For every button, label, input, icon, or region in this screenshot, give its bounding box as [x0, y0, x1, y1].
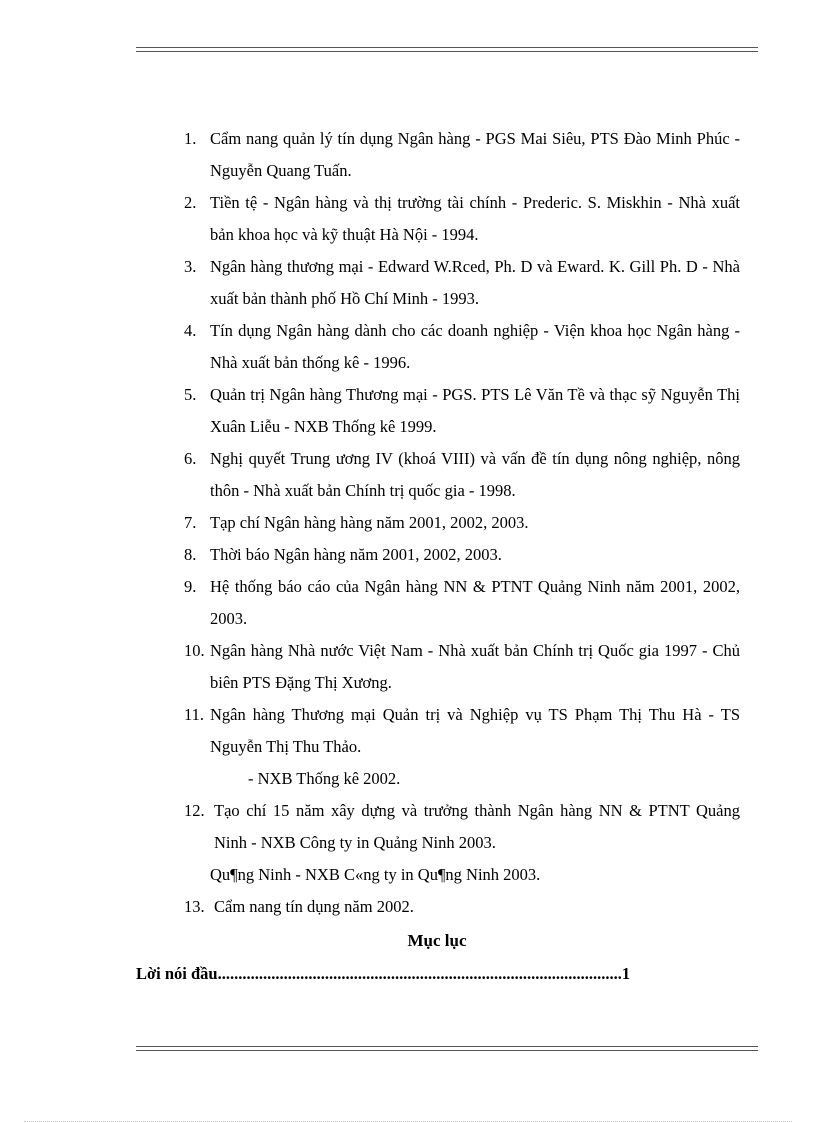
reference-number: 13.: [184, 897, 205, 916]
toc-entry-leader: ..................................................................................................: [217, 964, 622, 983]
reference-text: Hệ thống báo cáo của Ngân hàng NN & PTNT Quảng Ninh năm 2001, 2002, 2003.: [210, 577, 740, 628]
reference-item: [184, 699, 740, 795]
reference-text: Ngân hàng Thương mại Quản trị và Nghiệp vụ TS Phạm Thị Thu Hà - TS Nguyễn Thị Thu Thảo.: [210, 705, 740, 756]
reference-number: 9.: [184, 577, 197, 596]
reference-number: 11.: [184, 705, 205, 724]
reference-number: 5.: [184, 385, 197, 404]
reference-item: [184, 795, 740, 891]
reference-garbled-line: Qu¶ng Ninh - NXB C«ng ty in Qu¶ng Ninh 2003.: [210, 865, 541, 884]
reference-text: Thời báo Ngân hàng năm 2001, 2002, 2003.: [210, 545, 502, 564]
reference-item: [184, 891, 740, 923]
reference-text: Nghị quyết Trung ương IV (khoá VIII) và vấn đề tín dụng nông nghiệp, nông thôn - Nhà xuất bản Chính trị quốc gia - 1998.: [210, 449, 740, 500]
reference-text: Ngân hàng thương mại - Edward W.Rced, Ph. D và Eward. K. Gill Ph. D - Nhà xuất bản thành phố Hồ Chí Minh - 1993.: [210, 257, 740, 308]
reference-list: [184, 123, 740, 923]
footer-rule-bottom: [136, 1050, 758, 1051]
reference-number: 7.: [184, 513, 197, 532]
header-rule-top: [136, 47, 758, 48]
toc-entry[interactable]: [136, 964, 630, 984]
reference-item: [184, 507, 740, 539]
reference-item: [184, 443, 740, 507]
reference-text: Quản trị Ngân hàng Thương mại - PGS. PTS Lê Văn Tề và thạc sỹ Nguyễn Thị Xuân Liễu - NXB Thống kê 1999.: [210, 385, 740, 436]
header-rule-bottom: [136, 51, 758, 52]
reference-number: 3.: [184, 257, 197, 276]
footer-rule-top: [136, 1046, 758, 1047]
reference-number: 12.: [184, 801, 205, 820]
reference-text: Ngân hàng Nhà nước Việt Nam - Nhà xuất bản Chính trị Quốc gia 1997 - Chủ biên PTS Đặng Thị Xương.: [210, 641, 740, 692]
reference-text: Tín dụng Ngân hàng dành cho các doanh nghiệp - Viện khoa học Ngân hàng - Nhà xuất bản thống kê - 1996.: [210, 321, 740, 372]
reference-text: Cẩm nang quản lý tín dụng Ngân hàng - PGS Mai Siêu, PTS Đào Minh Phúc - Nguyễn Quang Tuấn.: [210, 129, 740, 180]
reference-number: 6.: [184, 449, 197, 468]
reference-item: [184, 539, 740, 571]
reference-number: 2.: [184, 193, 197, 212]
reference-publisher-line: - NXB Thống kê 2002.: [248, 769, 401, 788]
reference-item: [184, 251, 740, 315]
reference-item: [184, 315, 740, 379]
reference-text: Tạp chí Ngân hàng hàng năm 2001, 2002, 2003.: [210, 513, 529, 532]
reference-number: 10.: [184, 641, 205, 660]
reference-number: 1.: [184, 129, 197, 148]
reference-text: Cẩm nang tín dụng năm 2002.: [214, 897, 414, 916]
reference-number: 8.: [184, 545, 197, 564]
reference-item: [184, 187, 740, 251]
reference-item: [184, 635, 740, 699]
reference-text: Tạo chí 15 năm xây dựng và trưởng thành Ngân hàng NN & PTNT Quảng Ninh - NXB Công ty in Quảng Ninh 2003.: [214, 801, 740, 852]
page-edge-dotted-line: [24, 1121, 792, 1122]
reference-item: [184, 379, 740, 443]
reference-text: Tiền tệ - Ngân hàng và thị trường tài chính - Prederic. S. Miskhin - Nhà xuất bản khoa học và kỹ thuật Hà Nội - 1994.: [210, 193, 740, 244]
toc-entry-label: Lời nói đầu: [136, 964, 218, 983]
reference-item: [184, 123, 740, 187]
toc-entry-page: 1: [621, 964, 631, 983]
reference-item: [184, 571, 740, 635]
toc-title: Mục lục: [407, 931, 467, 950]
reference-number: 4.: [184, 321, 197, 340]
